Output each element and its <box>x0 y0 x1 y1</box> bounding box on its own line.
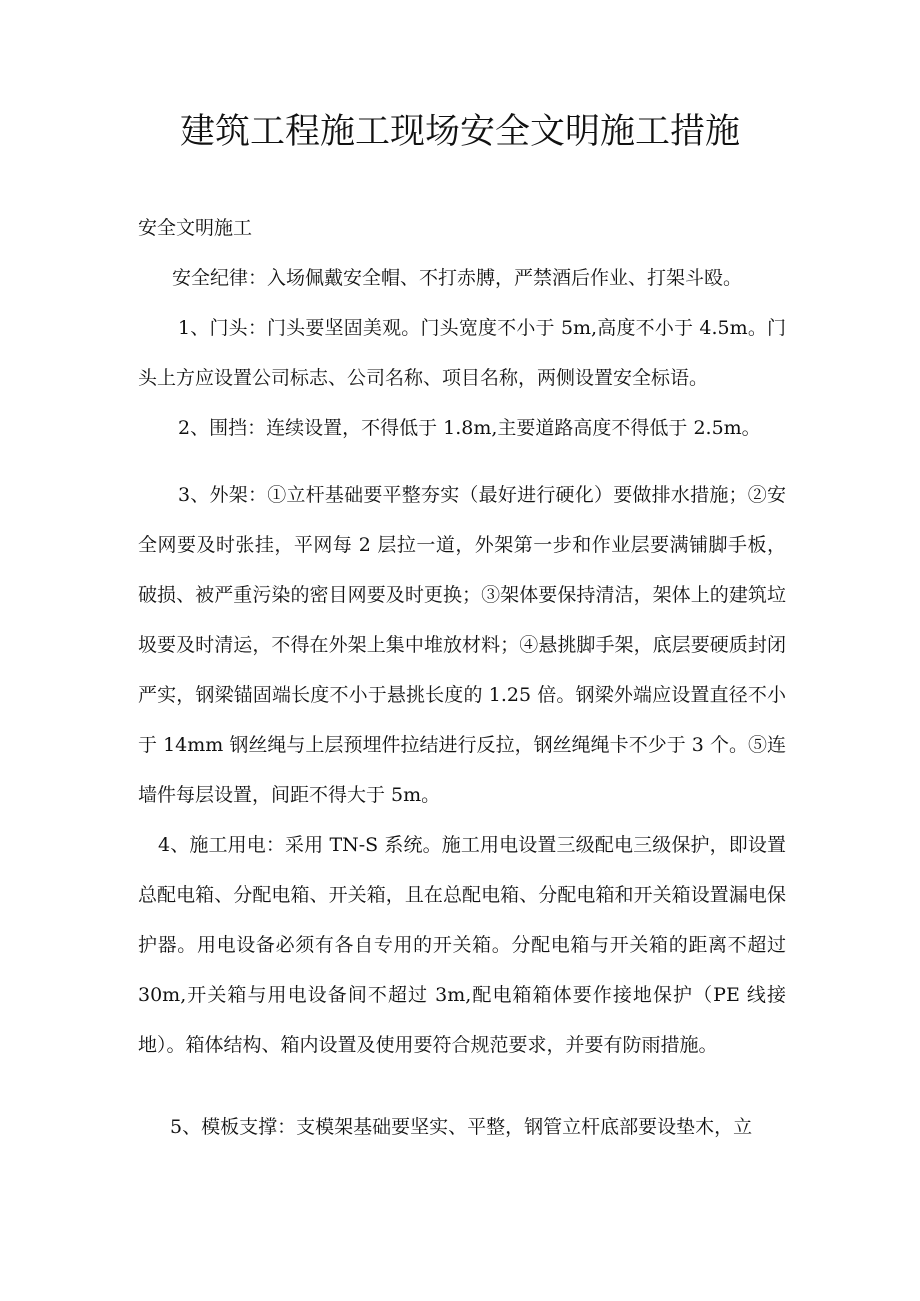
document-title: 建筑工程施工现场安全文明施工措施 <box>179 112 740 152</box>
section-label: 安全文明施工 <box>138 217 253 239</box>
paragraph-item-4-electricity: 4、施工用电：采用 TN-S 系统。施工用电设置三级配电三级保护，即设置总配电箱、分配电箱、开关箱，且在总配电箱、分配电箱和开关箱设置漏电保护器。用电设备必须有各自专用的开关箱。分配电箱与开关箱的距离不超过 30m,开关箱与用电设备间不超过 3m,配电箱箱体要作接地保护（PE 线接地）。箱体结构、箱内设置及使用要符合规范要求，并要有防雨措施。 <box>138 834 786 1056</box>
paragraph-item-5-formwork: 5、模板支撑：支模架基础要坚实、平整，钢管立杆底部要设垫木，立 <box>170 1116 753 1138</box>
paragraph-safety-discipline: 安全纪律：入场佩戴安全帽、不打赤膊，严禁酒后作业、打架斗殴。 <box>172 267 743 289</box>
paragraph-item-1-gate: 1、门头：门头要坚固美观。门头宽度不小于 5m,高度不小于 4.5m。门头上方应设置公司标志、公司名称、项目名称，两侧设置安全标语。 <box>138 317 786 389</box>
paragraph-item-3-scaffold: 3、外架：①立杆基础要平整夯实（最好进行硬化）要做排水措施；②安全网要及时张挂，平网每 2 层拉一道，外架第一步和作业层要满铺脚手板，破损、被严重污染的密目网要及时更换；③架体要保持清洁，架体上的建筑垃圾要及时清运，不得在外架上集中堆放材料；④悬挑脚手架，底层要硬质封闭严实，钢梁锚固端长度不小于悬挑长度的 1.25 倍。钢梁外端应设置直径不小于 14mm 钢丝绳与上层预埋件拉结进行反拉，钢丝绳绳卡不少于 3 个。⑤连墙件每层设置，间距不得大于 5m。 <box>138 484 786 806</box>
paragraph-item-2-enclosure: 2、围挡：连续设置，不得低于 1.8m,主要道路高度不得低于 2.5m。 <box>178 417 761 439</box>
